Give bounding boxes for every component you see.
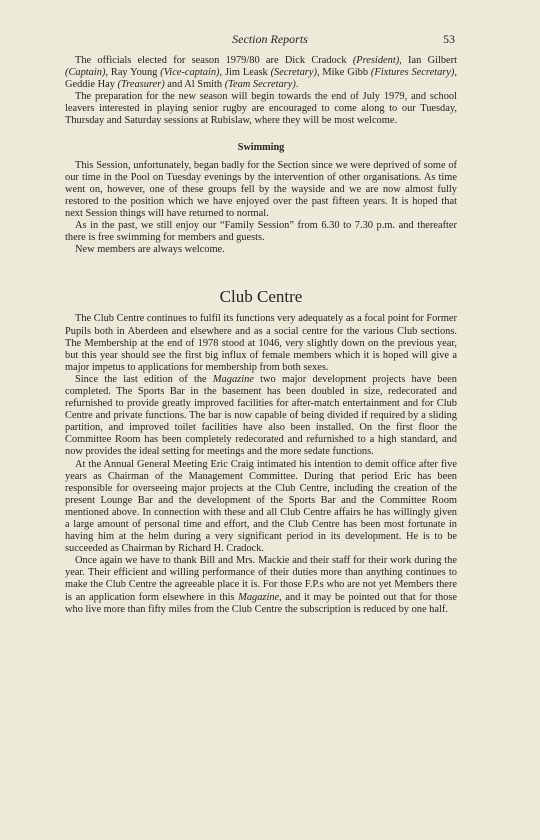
role-treasurer: (Treasurer) [117, 79, 165, 91]
page-content [65, 55, 457, 616]
role-team-secretary: (Team Secretary) [224, 79, 296, 91]
officials-text: and Al Smith [164, 79, 225, 91]
magazine-title: Magazine [238, 591, 280, 603]
paragraph-text: two major development projects have been completed. The Sports Bar in the basement has been doubled in size, redecorated and refurnished to provide greatly improved facilities for after-match entertainment and for Club Centre and private functions. The bar is now capable of being divided if required by a sliding partition, and improved toilet facilities have also been installed. On the first floor the Committee Room has been completely redecorated and refurnished to a high standard, and now provides the ideal setting for meetings and the more sedate functions. [65, 373, 457, 458]
officials-text: , Ray Young [105, 67, 161, 79]
magazine-title: Magazine [212, 373, 254, 385]
season-preparation-paragraph: The preparation for the new season will begin towards the end of July 1979, and school leavers interested in playing senior rugby are encouraged to come along to our Tuesday, Thursday and Saturday sessions at Rubislaw, where they will be most welcome. [65, 91, 457, 127]
club-centre-heading: Club Centre [219, 287, 303, 307]
page-number: 53 [443, 32, 455, 46]
officials-text: , Geddie Hay [65, 67, 457, 91]
role-vice-captain: (Vice-captain) [160, 67, 220, 79]
role-president: (President) [352, 55, 400, 66]
club-centre-section [65, 287, 457, 615]
officials-paragraph [65, 55, 457, 91]
officials-text: , Jim Leask [219, 67, 271, 79]
swimming-paragraph-3: New members are always welcome. [75, 244, 225, 256]
running-title: Section Reports [232, 32, 308, 46]
paragraph-text: Once again we have to thank Bill and Mrs. Mackie and their staff for their work during the year. Their efficient and willing performance of their duties more than anything continues to make the Club Centre the agreeable place it is. For those F.P.s who are not yet Members there is an application form elsewhere in this [65, 555, 457, 603]
paragraph-text: Since the last edition of the [75, 373, 213, 385]
role-captain: (Captain) [65, 67, 106, 79]
club-centre-paragraph-2 [65, 374, 457, 459]
swimming-section [65, 142, 457, 257]
officials-text: , Ian Gilbert [399, 55, 458, 66]
paragraph-text: , and it may be pointed out that for those who live more than fifty miles from the Club Centre the subscription is reduced by one half. [65, 591, 457, 615]
officials-text: The officials elected for season 1979/80 are Dick Cradock [75, 55, 353, 66]
officials-text: . [295, 79, 299, 91]
role-secretary: (Secretary) [270, 67, 317, 79]
swimming-paragraph-2: As in the past, we still enjoy our “Family Session” from 6.30 to 7.30 p.m. and thereafter there is free swimming for members and guests. [65, 220, 457, 244]
club-centre-paragraph-3: At the Annual General Meeting Eric Craig intimated his intention to demit office after five years as Chairman of the Management Committee. During that period Eric has been responsible for overseeing major projects at the Club Centre, including the creation of the present Lounge Bar and the development of the Sports Bar and the Committee Room mentioned above. In connection with these and all Club Centre affairs he has willingly given a large amount of personal time and effort, and the Club Centre has been most fortunate in having him at the helm during a very significant period in its development. He is to be succeeded as Chairman by Richard H. Cradock. [65, 458, 457, 555]
club-centre-paragraph-1: The Club Centre continues to fulfil its functions very adequately as a focal point for Former Pupils both in Aberdeen and elsewhere and as a social centre for the various Club sections. The Membership at the end of 1978 stood at 1046, very slightly down on the previous year, but this year should see the first big influx of female members which it is hoped will give a major impetus to applications for membership from both sexes. [65, 313, 457, 373]
swimming-heading: Swimming [237, 141, 285, 153]
rugby-section-continued [65, 55, 457, 128]
officials-text: , Mike Gibb [316, 67, 371, 79]
page-header [0, 31, 540, 47]
swimming-paragraph-1: This Session, unfortunately, began badly for the Section since we were deprived of some of our time in the Pool on Tuesday evenings by the intervention of other organisations. As time went on, however, one of these groups fell by the wayside and we are now almost fully restored to the position which we have enjoyed over the past fifteen years. It is hoped that next Session things will have returned to normal. [65, 159, 457, 220]
role-fixtures-secretary: (Fixtures Secretary) [370, 67, 455, 79]
club-centre-paragraph-4 [65, 555, 457, 615]
